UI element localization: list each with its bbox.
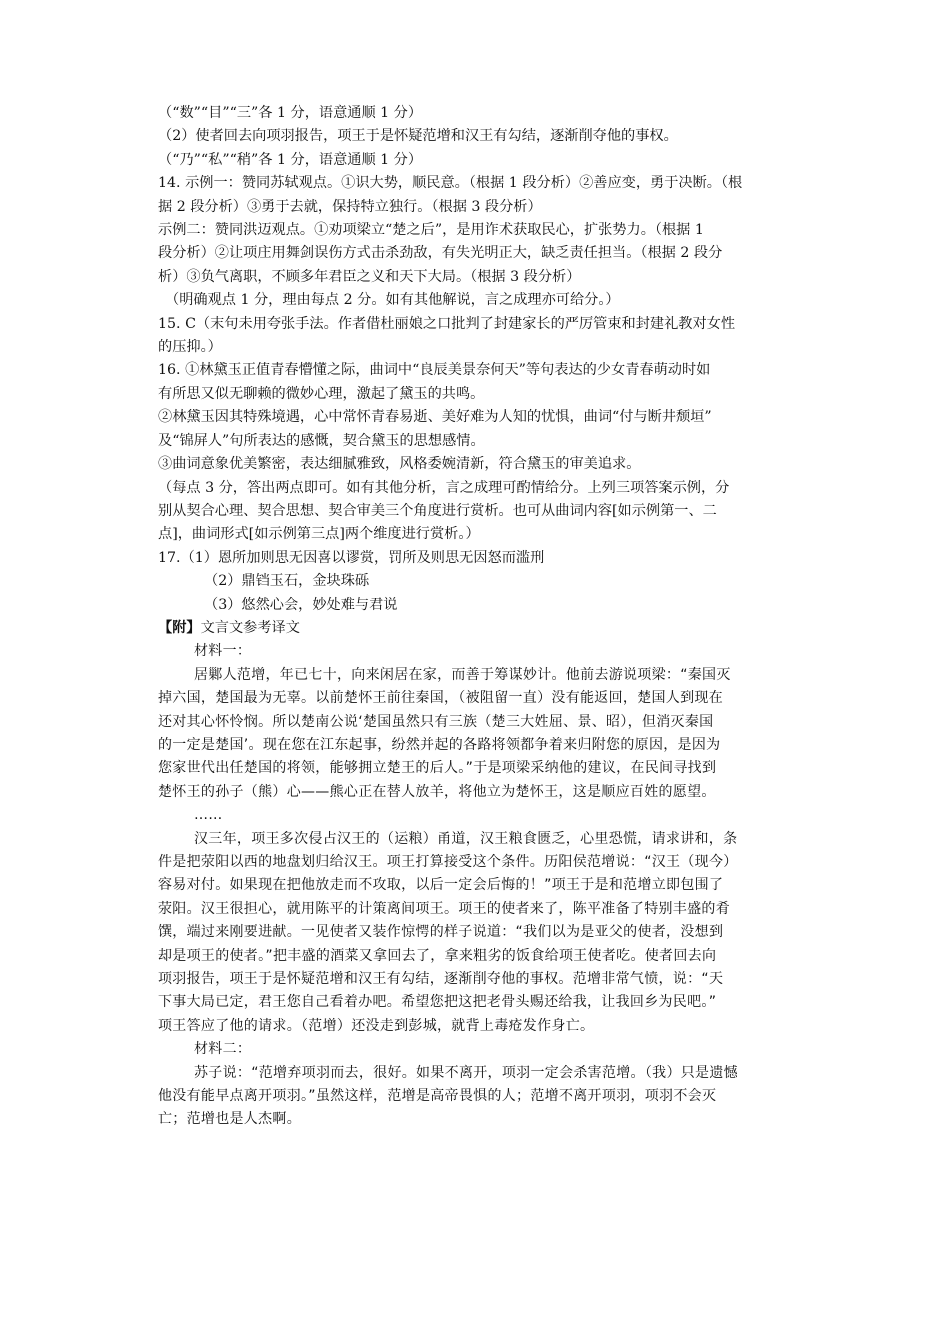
translation-line: 馔，端过来刚要进献。一见使者又装作惊愕的样子说道：“我们以为是亚父的使者，没想到 [158, 924, 724, 941]
text-line: 15. C（末句未用夸张手法。作者借杜丽娘之口批判了封建家长的严厉管束和封建礼教对女性 [158, 315, 736, 332]
translation-line: 容易对付。如果现在把他放走而不攻取，以后一定会后悔的！”项王于是和范增立即包围了 [158, 877, 724, 894]
text-line: （“乃”“私”“稍”各 1 分，语意通顺 1 分） [158, 151, 423, 168]
translation-line: 居鄛人范增，年已七十，向来闲居在家，而善于筹谋妙计。他前去游说项梁：“秦国灭 [194, 666, 731, 683]
translation-line: 项羽报告，项王于是怀疑范增和汉王有勾结，逐渐削夺他的事权。范增非常气愤，说：“天 [158, 971, 724, 988]
text-line: 示例二：赞同洪迈观点。①劝项梁立“楚之后”，是用诈术获取民心，扩张势力。（根据 1 [158, 222, 704, 239]
document-page [158, 102, 798, 1132]
translation-line: 却是项王的使者。”把丰盛的酒菜又拿回去了，拿来粗劣的饭食给项王使者吃。使者回去向 [158, 947, 717, 964]
text-line: （2）使者回去向项羽报告，项王于是怀疑范增和汉王有勾结，逐渐削夺他的事权。 [158, 128, 678, 145]
text-line: 16. ①林黛玉正值青春懵懂之际，曲词中“良辰美景奈何天”等句表达的少女青春萌动时如 [158, 362, 711, 379]
translation-section [158, 640, 798, 1132]
material-label: 材料二： [194, 1041, 252, 1058]
translation-line: 的一定是楚国’。现在您在江东起事，纷然并起的各路将领都争着来归附您的原因，是因为 [158, 736, 721, 753]
text-line: 析）③负气离职，不顾多年君臣之义和天下大局。（根据 3 段分析） [158, 268, 581, 285]
text-line: 段分析）②让项庄用舞剑误伤方式击杀劲敌，有失光明正大，缺乏责任担当。（根据 2 段分 [158, 245, 723, 262]
text-line: 及“锦屏人”句所表达的感慨，契合黛玉的思想感情。 [158, 432, 485, 449]
translation-line: 下事大局已定，君王您自己看着办吧。希望您把这把老骨头赐还给我，让我回乡为民吧。” [158, 994, 717, 1011]
text-line: 17.（1）恩所加则思无因喜以谬赏，罚所及则思无因怒而滥刑 [158, 549, 545, 566]
translation-line: 他没有能早点离开项羽。”虽然这样，范增是高帝畏惧的人；范增不离开项羽，项羽不会灭 [158, 1088, 717, 1105]
appendix-title: 文言文参考译文 [200, 619, 300, 636]
text-line: ②林黛玉因其特殊境遇，心中常怀青春易逝、美好难为人知的忧惧，曲词“付与断井颓垣” [158, 409, 712, 426]
q17-sub-item: （3）悠然心会，妙处难与君说 [204, 596, 398, 613]
text-line: ③曲词意象优美繁密，表达细腻雅致，风格委婉清新，符合黛玉的审美追求。 [158, 456, 641, 473]
text-line: 14. 示例一：赞同苏轼观点。①识大势，顺民意。（根据 1 段分析）②善应变，勇于决断。（根 [158, 175, 743, 192]
translation-line: 苏子说：“范增弃项羽而去，很好。如果不离开，项羽一定会杀害范增。（我）只是遗憾 [194, 1064, 738, 1081]
text-line: 别从契合心理、契合思想、契合审美三个角度进行赏析。也可从曲词内容[如示例第一、二 [158, 502, 717, 519]
translation-line: 汉三年，项王多次侵占汉王的（运粮）甬道，汉王粮食匮乏，心里恐慌，请求讲和，条 [194, 830, 738, 847]
translation-line: 还对其心怀怜悯。所以楚南公说‘楚国虽然只有三族（楚三大姓屈、景、昭），但消灭秦国 [158, 713, 714, 730]
text-line: 有所思又似无聊赖的微妙心理，激起了黛玉的共鸣。 [158, 385, 485, 402]
translation-line: 项王答应了他的请求。（范增）还没走到彭城，就背上毒疮发作身亡。 [158, 1017, 595, 1034]
translation-line: 您家世代出任楚国的将领，能够拥立楚王的后人。”于是项梁采纳他的建议，在民间寻找到 [158, 760, 717, 777]
ellipsis: …… [194, 807, 223, 824]
text-line: （每点 3 分，答出两点即可。如有其他分析，言之成理可酌情给分。上列三项答案示例，分 [158, 479, 730, 496]
translation-line: 亡；范增也是人杰啊。 [158, 1111, 301, 1128]
text-line: 的压抑。） [158, 339, 222, 356]
text-line: （“数”“目”“三”各 1 分，语意通顺 1 分） [158, 105, 423, 121]
q17-sub-item: （2）鼎铛玉石，金块珠砾 [204, 573, 370, 590]
translation-line: 掉六国，楚国最为无辜。以前楚怀王前往秦国，（被阻留一直）没有能返回，楚国人到现在 [158, 690, 723, 707]
appendix-heading [158, 617, 798, 640]
translation-line: 楚怀王的孙子（熊）心——熊心正在替人放羊，将他立为楚怀王，这是顺应百姓的愿望。 [158, 783, 716, 800]
material-label: 材料一： [194, 643, 252, 660]
translation-line: 件是把荥阳以西的地盘划归给汉王。项王打算接受这个条件。历阳侯范增说：“汉王（现今） [158, 854, 738, 870]
appendix-label: 【附】 [158, 619, 201, 636]
translation-line: 荥阳。汉王很担心，就用陈平的计策离间项王。项王的使者来了，陈平准备了特别丰盛的肴 [158, 900, 730, 917]
text-line: 据 2 段分析）③勇于去就，保持特立独行。（根据 3 段分析） [158, 198, 542, 215]
scoring-note: （明确观点 1 分，理由每点 2 分。如有其他解说，言之成理亦可给分。） [165, 292, 620, 309]
text-line: 点]，曲词形式[如示例第三点]两个维度进行赏析。） [158, 526, 480, 543]
